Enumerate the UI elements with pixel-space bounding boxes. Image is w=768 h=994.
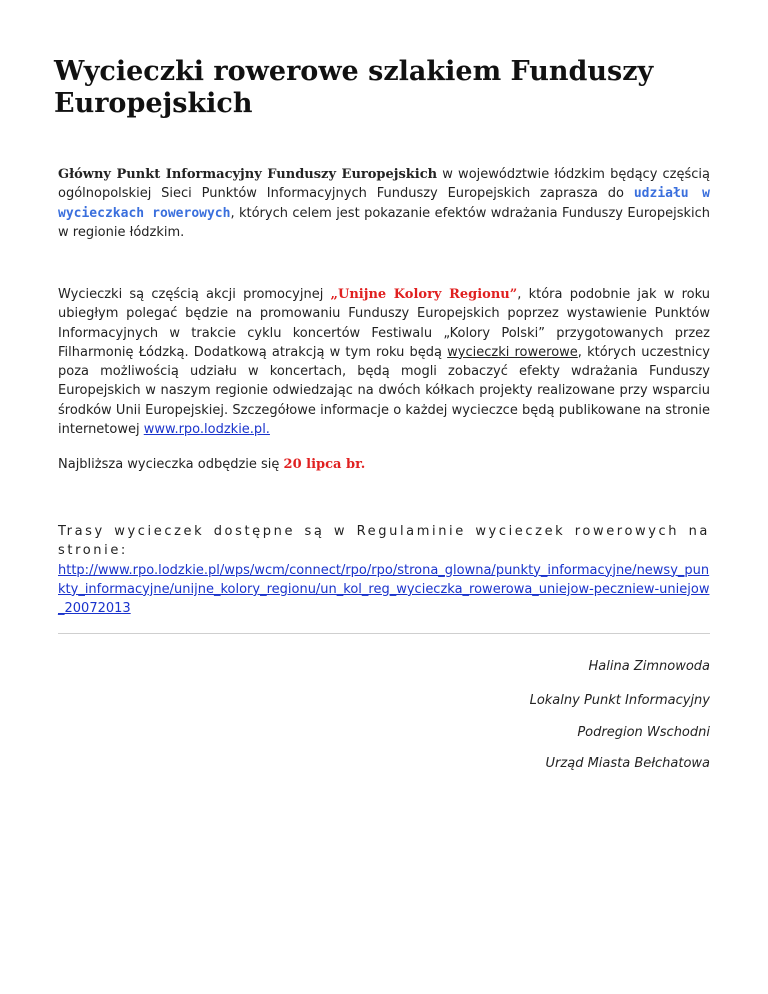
campaign-text-3: , których uczestnicy poza możliwością udziału w koncertach, będą mogli zobaczyć efekty wdrażania Funduszy Europejskich w naszym regionie odwiedzając na dwóch kółkach projekty realizowane przy wsparciu środków Unii Europejskiej. Szczegółowe informacje o każdej wycieczce będą publikowane na stronie internetowej [58, 344, 710, 438]
intro-paragraph [58, 165, 710, 242]
signature-name: Halina Zimnowoda [588, 659, 710, 674]
intro-highlight: udziału w wycieczkach rowerowych [58, 186, 710, 221]
campaign-paragraph [58, 285, 710, 439]
regulations-link[interactable]: http://www.rpo.lodzkie.pl/wps/wcm/connect/rpo/rpo/strona_glowna/punkty_informacyjne/newsy_punkty_informacyjne/unijne_kolory_regionu/un_kol_reg_wycieczka_rowerowa_uniejow-peczniew-uniejow_20072013 [58, 562, 710, 617]
next-trip-text: Najbliższa wycieczka odbędzie się [58, 457, 284, 472]
next-trip-date: 20 lipca br. [283, 457, 366, 472]
intro-lead: Główny Punkt Informacyjny Funduszy Europejskich [58, 167, 438, 182]
page-title: Wycieczki rowerowe szlakiem Funduszy Europejskich [54, 56, 654, 119]
signature-divider [58, 633, 710, 634]
routes-text: Trasy wycieczek dostępne są w Regulaminie wycieczek rowerowych na stronie: [58, 524, 710, 559]
bike-trips-underlined: wycieczki rowerowe [447, 344, 578, 360]
intro-text-1: w województwie łódzkim będący częścią ogólnopolskiej Sieci Punktów Informacyjnych Funduszy Europejskich zaprasza do [58, 167, 711, 202]
campaign-text-1: Wycieczki są częścią akcji promocyjnej [58, 287, 331, 302]
signature-line-3: Urząd Miasta Bełchatowa [545, 756, 710, 771]
intro-text-2: , których celem jest pokazanie efektów wdrażania Funduszy Europejskich w regionie łódzkim. [58, 205, 710, 240]
next-trip-paragraph [58, 455, 710, 474]
campaign-text-2: , która podobnie jak w roku ubiegłym polegać będzie na promowaniu Funduszy Europejskich poprzez wystawienie Punktów Informacyjnych w trakcie cyklu koncertów Festiwalu „Kolory Polski” przygotowanych przez Filharmonię Łódzką. Dodatkową atrakcją w tym roku będą [58, 287, 710, 360]
rpo-website-link[interactable]: www.rpo.lodzkie.pl. [143, 422, 270, 438]
campaign-name: „Unijne Kolory Regionu” [330, 287, 518, 302]
signature-line-1: Lokalny Punkt Informacyjny [529, 693, 710, 708]
signature-line-2: Podregion Wschodni [577, 725, 710, 740]
routes-paragraph [58, 522, 710, 618]
